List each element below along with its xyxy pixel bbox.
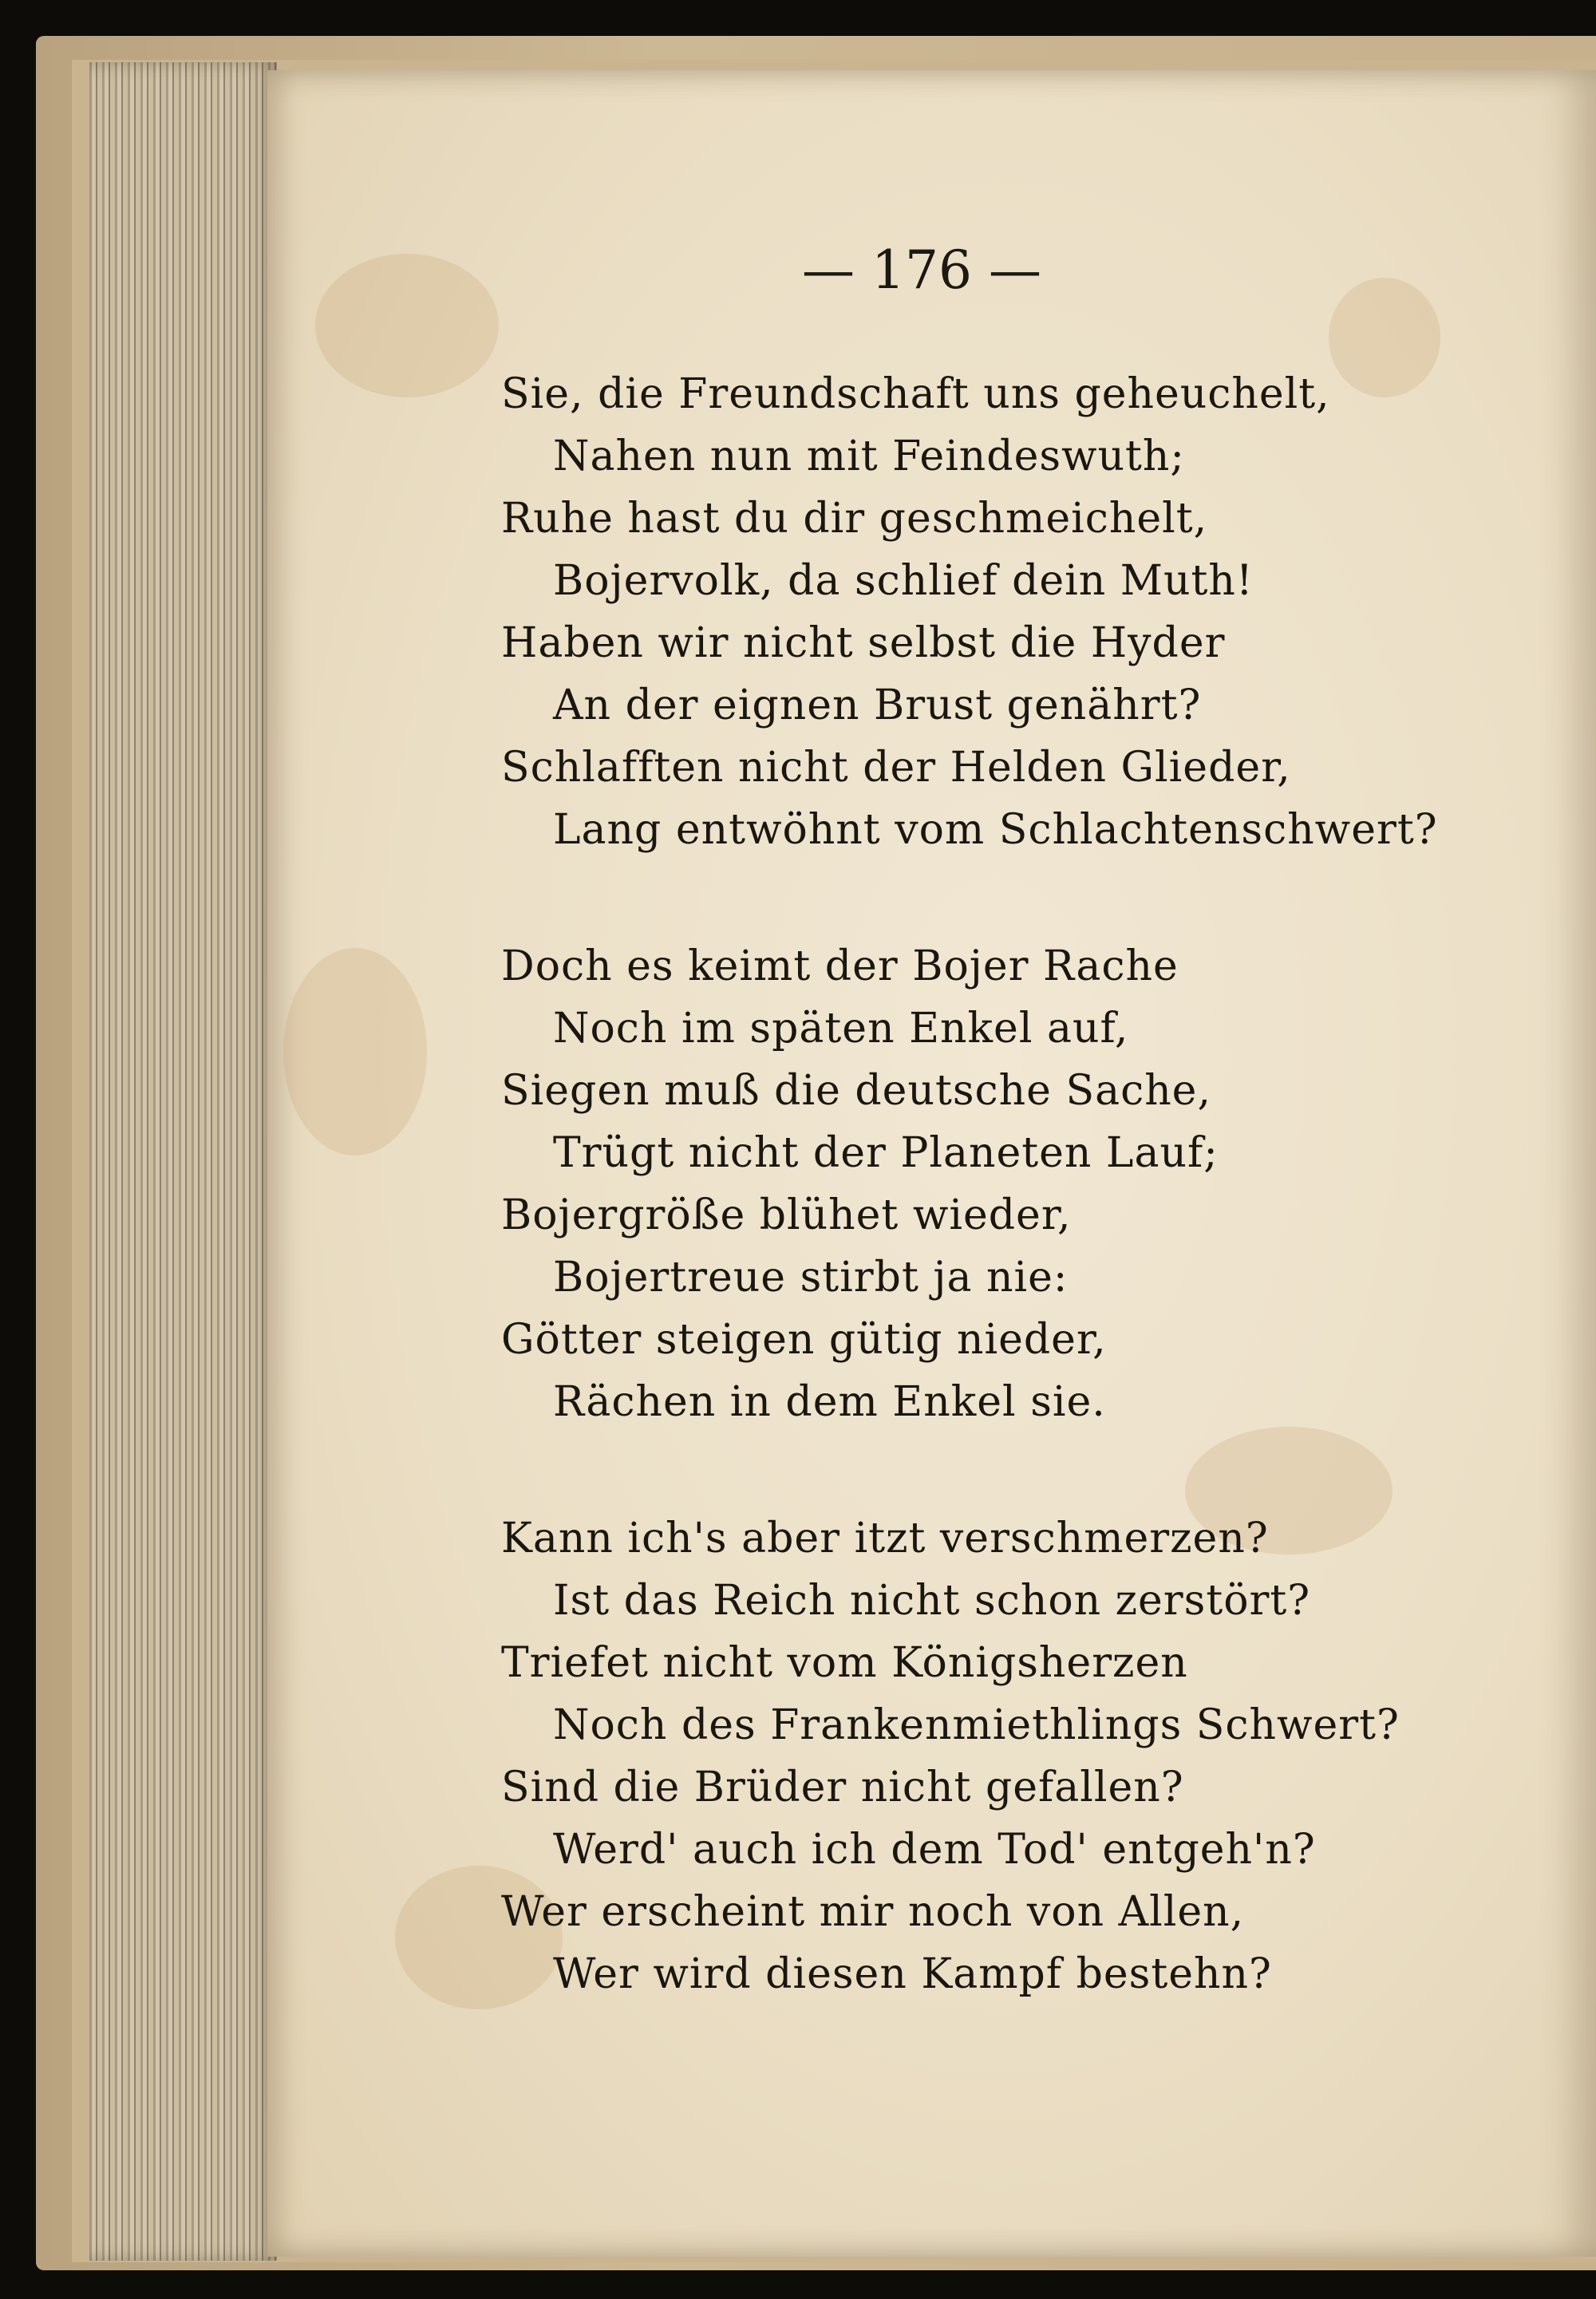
verse-line: Noch im späten Enkel auf, xyxy=(553,1005,1129,1053)
foxing-stain xyxy=(283,948,427,1155)
verse-line: Noch des Frankenmiethlings Schwert? xyxy=(553,1701,1400,1749)
verse-line: Bojertreue stirbt ja nie: xyxy=(553,1254,1069,1302)
stanza xyxy=(501,1507,1403,2005)
verse-line: Sie, die Freundschaft uns geheuchelt, xyxy=(501,370,1330,418)
verse-line: Sind die Brüder nicht gefallen? xyxy=(501,1764,1184,1811)
verse-line: Werd' auch ich dem Tod' entgeh'n? xyxy=(553,1826,1316,1874)
verse-line: Schlafften nicht der Helden Glieder, xyxy=(501,744,1291,792)
verse-line: Haben wir nicht selbst die Hyder xyxy=(501,619,1226,667)
stanza xyxy=(501,363,1438,861)
page-number: — 176 — xyxy=(802,239,1041,301)
verse-line: Lang entwöhnt vom Schlachtenschwert? xyxy=(553,806,1438,854)
poem xyxy=(501,363,1438,2080)
verse-line: Wer erscheint mir noch von Allen, xyxy=(501,1888,1245,1936)
verse-line: Bojergröße blühet wieder, xyxy=(501,1191,1072,1239)
verse-line: Nahen nun mit Feindeswuth; xyxy=(553,433,1185,480)
verse-line: Ruhe hast du dir geschmeichelt, xyxy=(501,495,1208,543)
stanza xyxy=(501,935,1403,1433)
verse-line: Doch es keimt der Bojer Rache xyxy=(501,942,1179,990)
page-edges xyxy=(89,62,277,2261)
verse-line: Wer wird diesen Kampf bestehn? xyxy=(553,1950,1272,1998)
verse-line: Bojervolk, da schlief dein Muth! xyxy=(553,557,1254,605)
verse-line: An der eignen Brust genährt? xyxy=(553,681,1202,729)
verse-line: Trügt nicht der Planeten Lauf; xyxy=(553,1129,1219,1177)
verse-line: Siegen muß die deutsche Sache, xyxy=(501,1067,1211,1115)
verse-line: Rächen in dem Enkel sie. xyxy=(553,1378,1106,1426)
verse-line: Kann ich's aber itzt verschmerzen? xyxy=(501,1515,1269,1562)
verse-line: Ist das Reich nicht schon zerstört? xyxy=(553,1577,1311,1625)
verse-line: Triefet nicht vom Königsherzen xyxy=(501,1639,1188,1687)
verse-line: Götter steigen gütig nieder, xyxy=(501,1316,1107,1364)
foxing-stain xyxy=(315,254,499,397)
